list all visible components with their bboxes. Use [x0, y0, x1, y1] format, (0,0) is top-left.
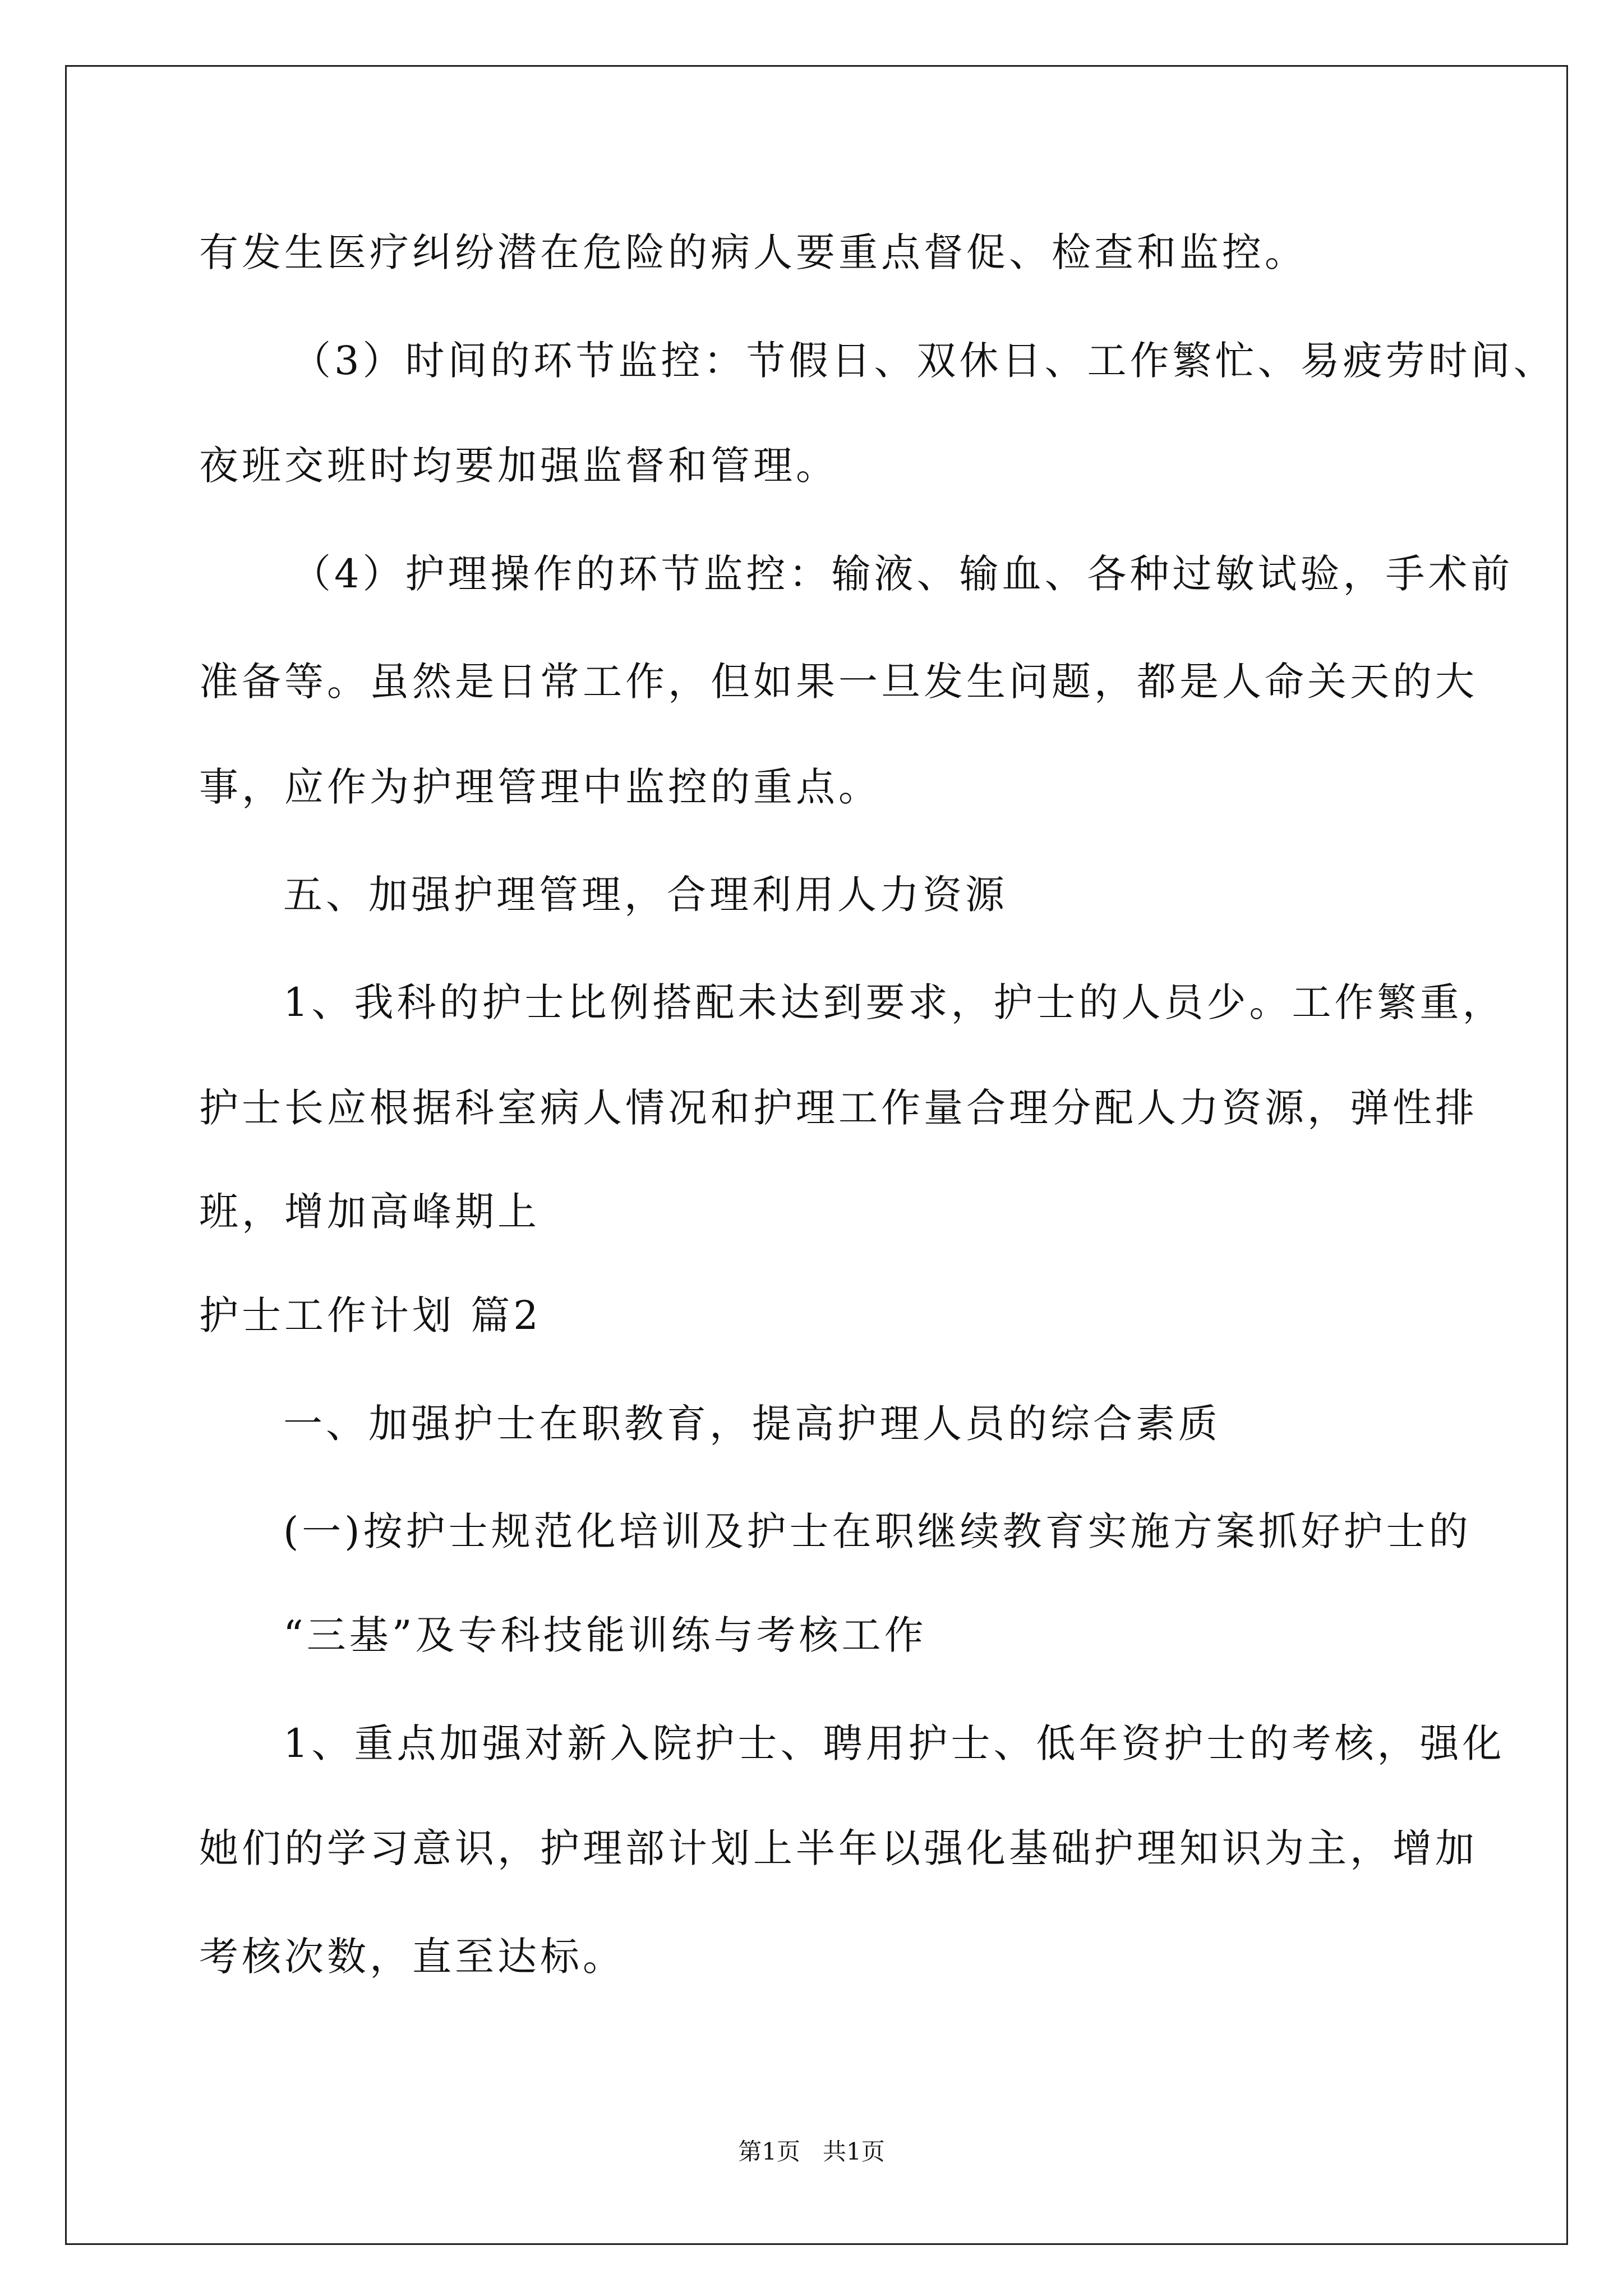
section-heading: 一、加强护士在职教育，提高护理人员的综合素质	[283, 1401, 1221, 1447]
text-line: 夜班交班时均要加强监督和管理。	[199, 443, 838, 489]
text-line: 有发生医疗纠纷潜在危险的病人要重点督促、检查和监控。	[199, 229, 1307, 275]
text-line: （4）护理操作的环节监控：输液、输血、各种过敏试验，手术前	[292, 551, 1514, 597]
text-line: 班，增加高峰期上	[199, 1189, 540, 1235]
text-line: (一)按护士规范化培训及护士在职继续教育实施方案抓好护士的	[283, 1508, 1472, 1554]
text-line: 事，应作为护理管理中监控的重点。	[199, 764, 881, 810]
section-heading: 五、加强护理管理，合理利用人力资源	[283, 872, 1008, 918]
text-line: （3）时间的环节监控：节假日、双休日、工作繁忙、易疲劳时间、	[292, 338, 1556, 384]
page-border	[65, 65, 1568, 2245]
text-line: 1、我科的护士比例搭配未达到要求，护士的人员少。工作繁重，	[283, 979, 1505, 1025]
text-line: 她们的学习意识，护理部计划上半年以强化基础护理知识为主，增加	[199, 1825, 1478, 1871]
text-line: 1、重点加强对新入院护士、聘用护士、低年资护士的考核，强化	[283, 1720, 1505, 1766]
text-line: 准备等。虽然是日常工作，但如果一旦发生问题，都是人命关天的大	[199, 659, 1478, 705]
text-line: 考核次数，直至达标。	[199, 1934, 625, 1980]
text-line: “三基”及专科技能训练与考核工作	[283, 1612, 927, 1658]
page-footer: 第1页 共1页	[738, 2138, 885, 2165]
document-title: 护士工作计划 篇2	[199, 1292, 542, 1338]
text-line: 护士长应根据科室病人情况和护理工作量合理分配人力资源，弹性排	[199, 1085, 1478, 1131]
